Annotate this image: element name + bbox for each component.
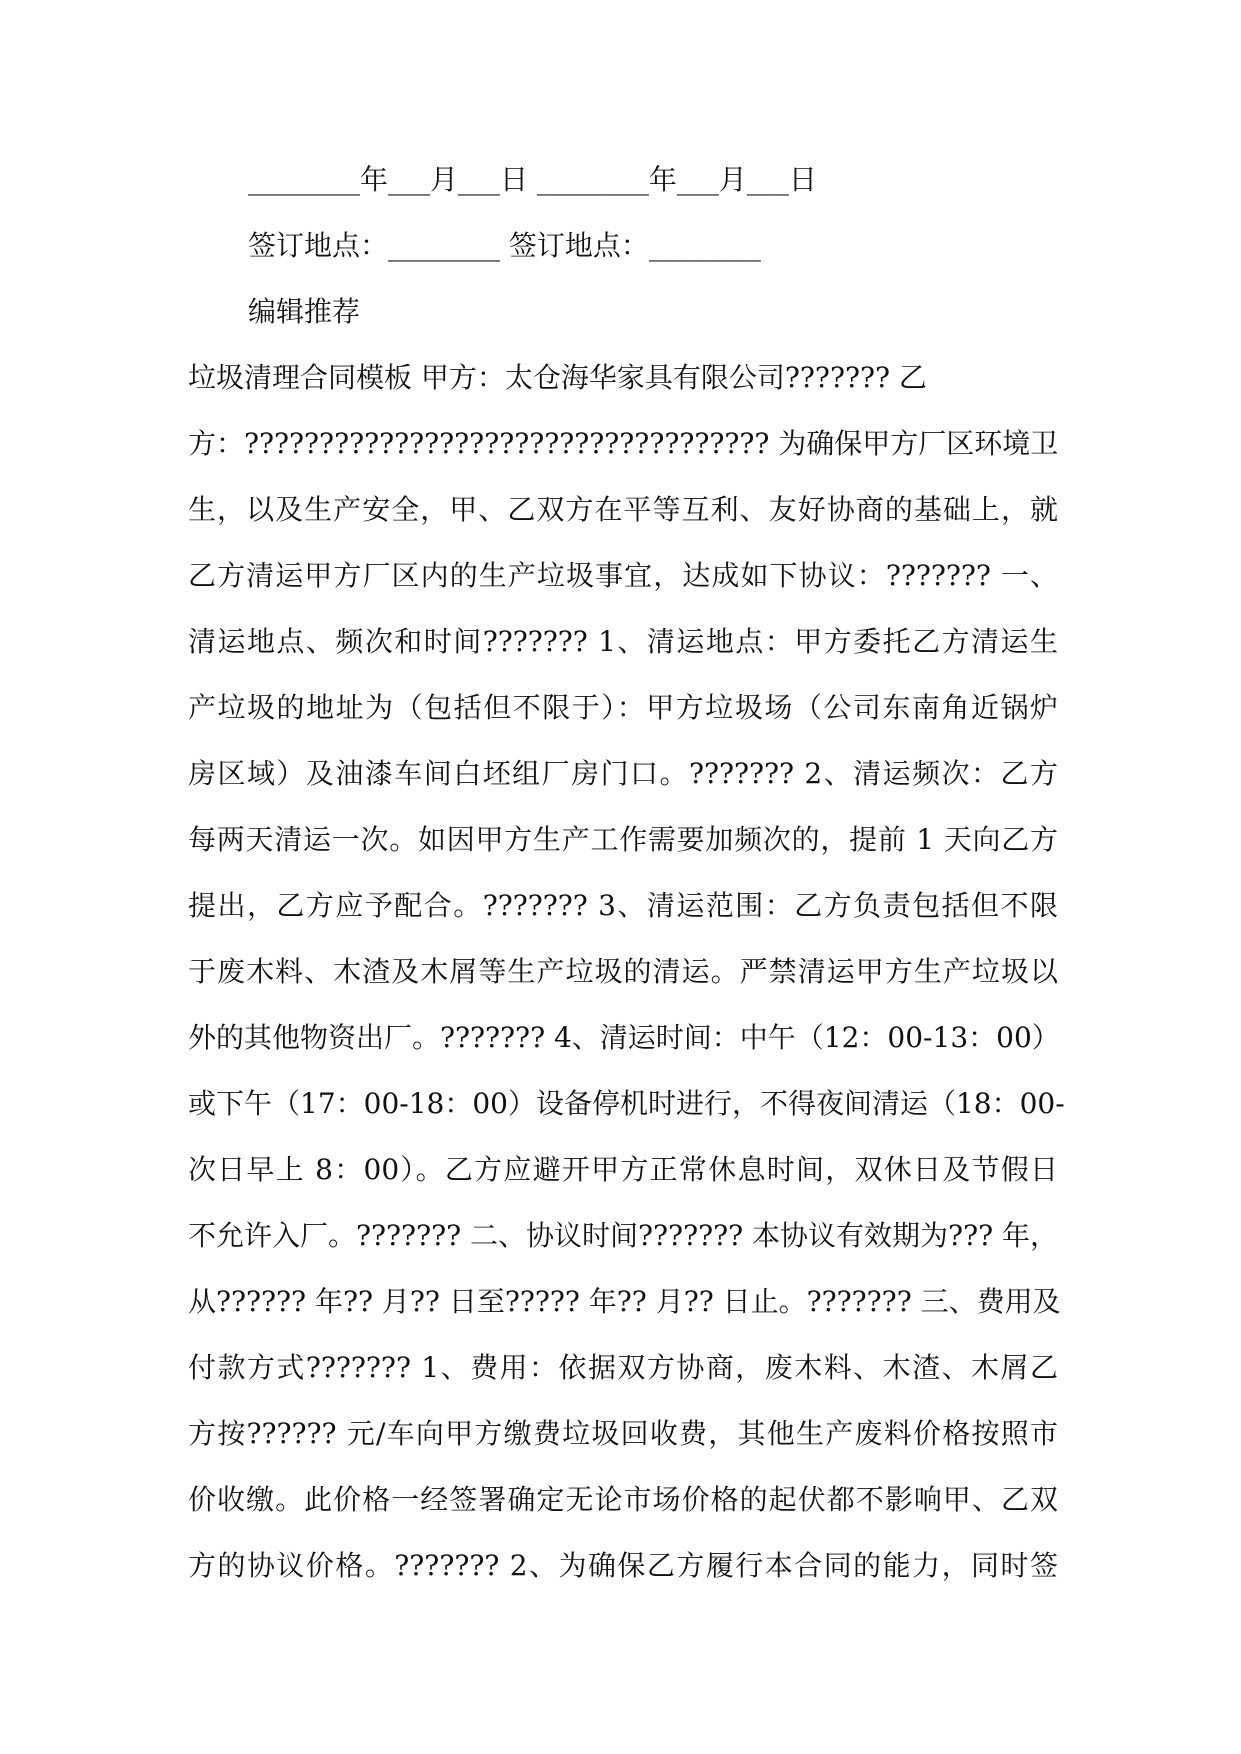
body-line: 提出，乙方应予配合。??????? 3、清运范围：乙方负责包括但不限: [188, 889, 1058, 922]
body-line: 价收缴。此价格一经签署确定无论市场价格的起伏都不影响甲、乙双: [188, 1483, 1058, 1516]
signature-block: [248, 160, 817, 358]
body-line: 方：??????????????????????????????????? 为确保甲方厂区环境卫: [188, 427, 1059, 460]
body-line: 或下午（17：00-18：00）设备停机时进行，不得夜间清运（18：00-: [188, 1087, 1065, 1120]
body-line: 每两天清运一次。如因甲方生产工作需要加频次的，提前 1 天向乙方: [188, 823, 1058, 856]
body-line: 生，以及生产安全，甲、乙双方在平等互利、友好协商的基础上，就: [188, 493, 1058, 526]
body-line: 清运地点、频次和时间??????? 1、清运地点：甲方委托乙方清运生: [188, 625, 1058, 658]
body-line: 房区域）及油漆车间白坯组厂房门口。??????? 2、清运频次：乙方: [188, 757, 1058, 790]
body-line: 于废木料、木渣及木屑等生产垃圾的清运。严禁清运甲方生产垃圾以: [188, 955, 1058, 988]
body-line: 不允许入厂。??????? 二、协议时间??????? 本协议有效期为??? 年，: [188, 1219, 1058, 1252]
body-line: 产垃圾的地址为（包括但不限于）：甲方垃圾场（公司东南角近锅炉: [188, 691, 1058, 724]
body-line: 付款方式??????? 1、费用：依据双方协商，废木料、木渣、木屑乙: [188, 1351, 1058, 1384]
signing-place-line: 签订地点：________ 签订地点：________: [248, 229, 761, 262]
body-line: 次日早上 8：00）。乙方应避开甲方正常休息时间，双休日及节假日: [188, 1153, 1058, 1186]
body-line: 方的协议价格。??????? 2、为确保乙方履行本合同的能力，同时签: [188, 1549, 1058, 1582]
signing-date-line: ________年___月___日 ________年___月___日: [248, 163, 817, 196]
body-line: 乙方清运甲方厂区内的生产垃圾事宜，达成如下协议：??????? 一、: [188, 559, 1058, 592]
editor-recommendation-label: 编辑推荐: [248, 295, 361, 328]
body-line: 从?????? 年?? 月?? 日至????? 年?? 月?? 日止。??????? 三、费用及: [188, 1285, 1061, 1318]
body-line: 垃圾清理合同模板 甲方：太仓海华家具有限公司??????? 乙: [188, 361, 927, 394]
contract-body: [188, 358, 1065, 1612]
body-line: 外的其他物资出厂。??????? 4、清运时间：中午（12：00-13：00）: [188, 1021, 1060, 1054]
body-line: 方按?????? 元/车向甲方缴费垃圾回收费，其他生产废料价格按照市: [188, 1417, 1058, 1450]
